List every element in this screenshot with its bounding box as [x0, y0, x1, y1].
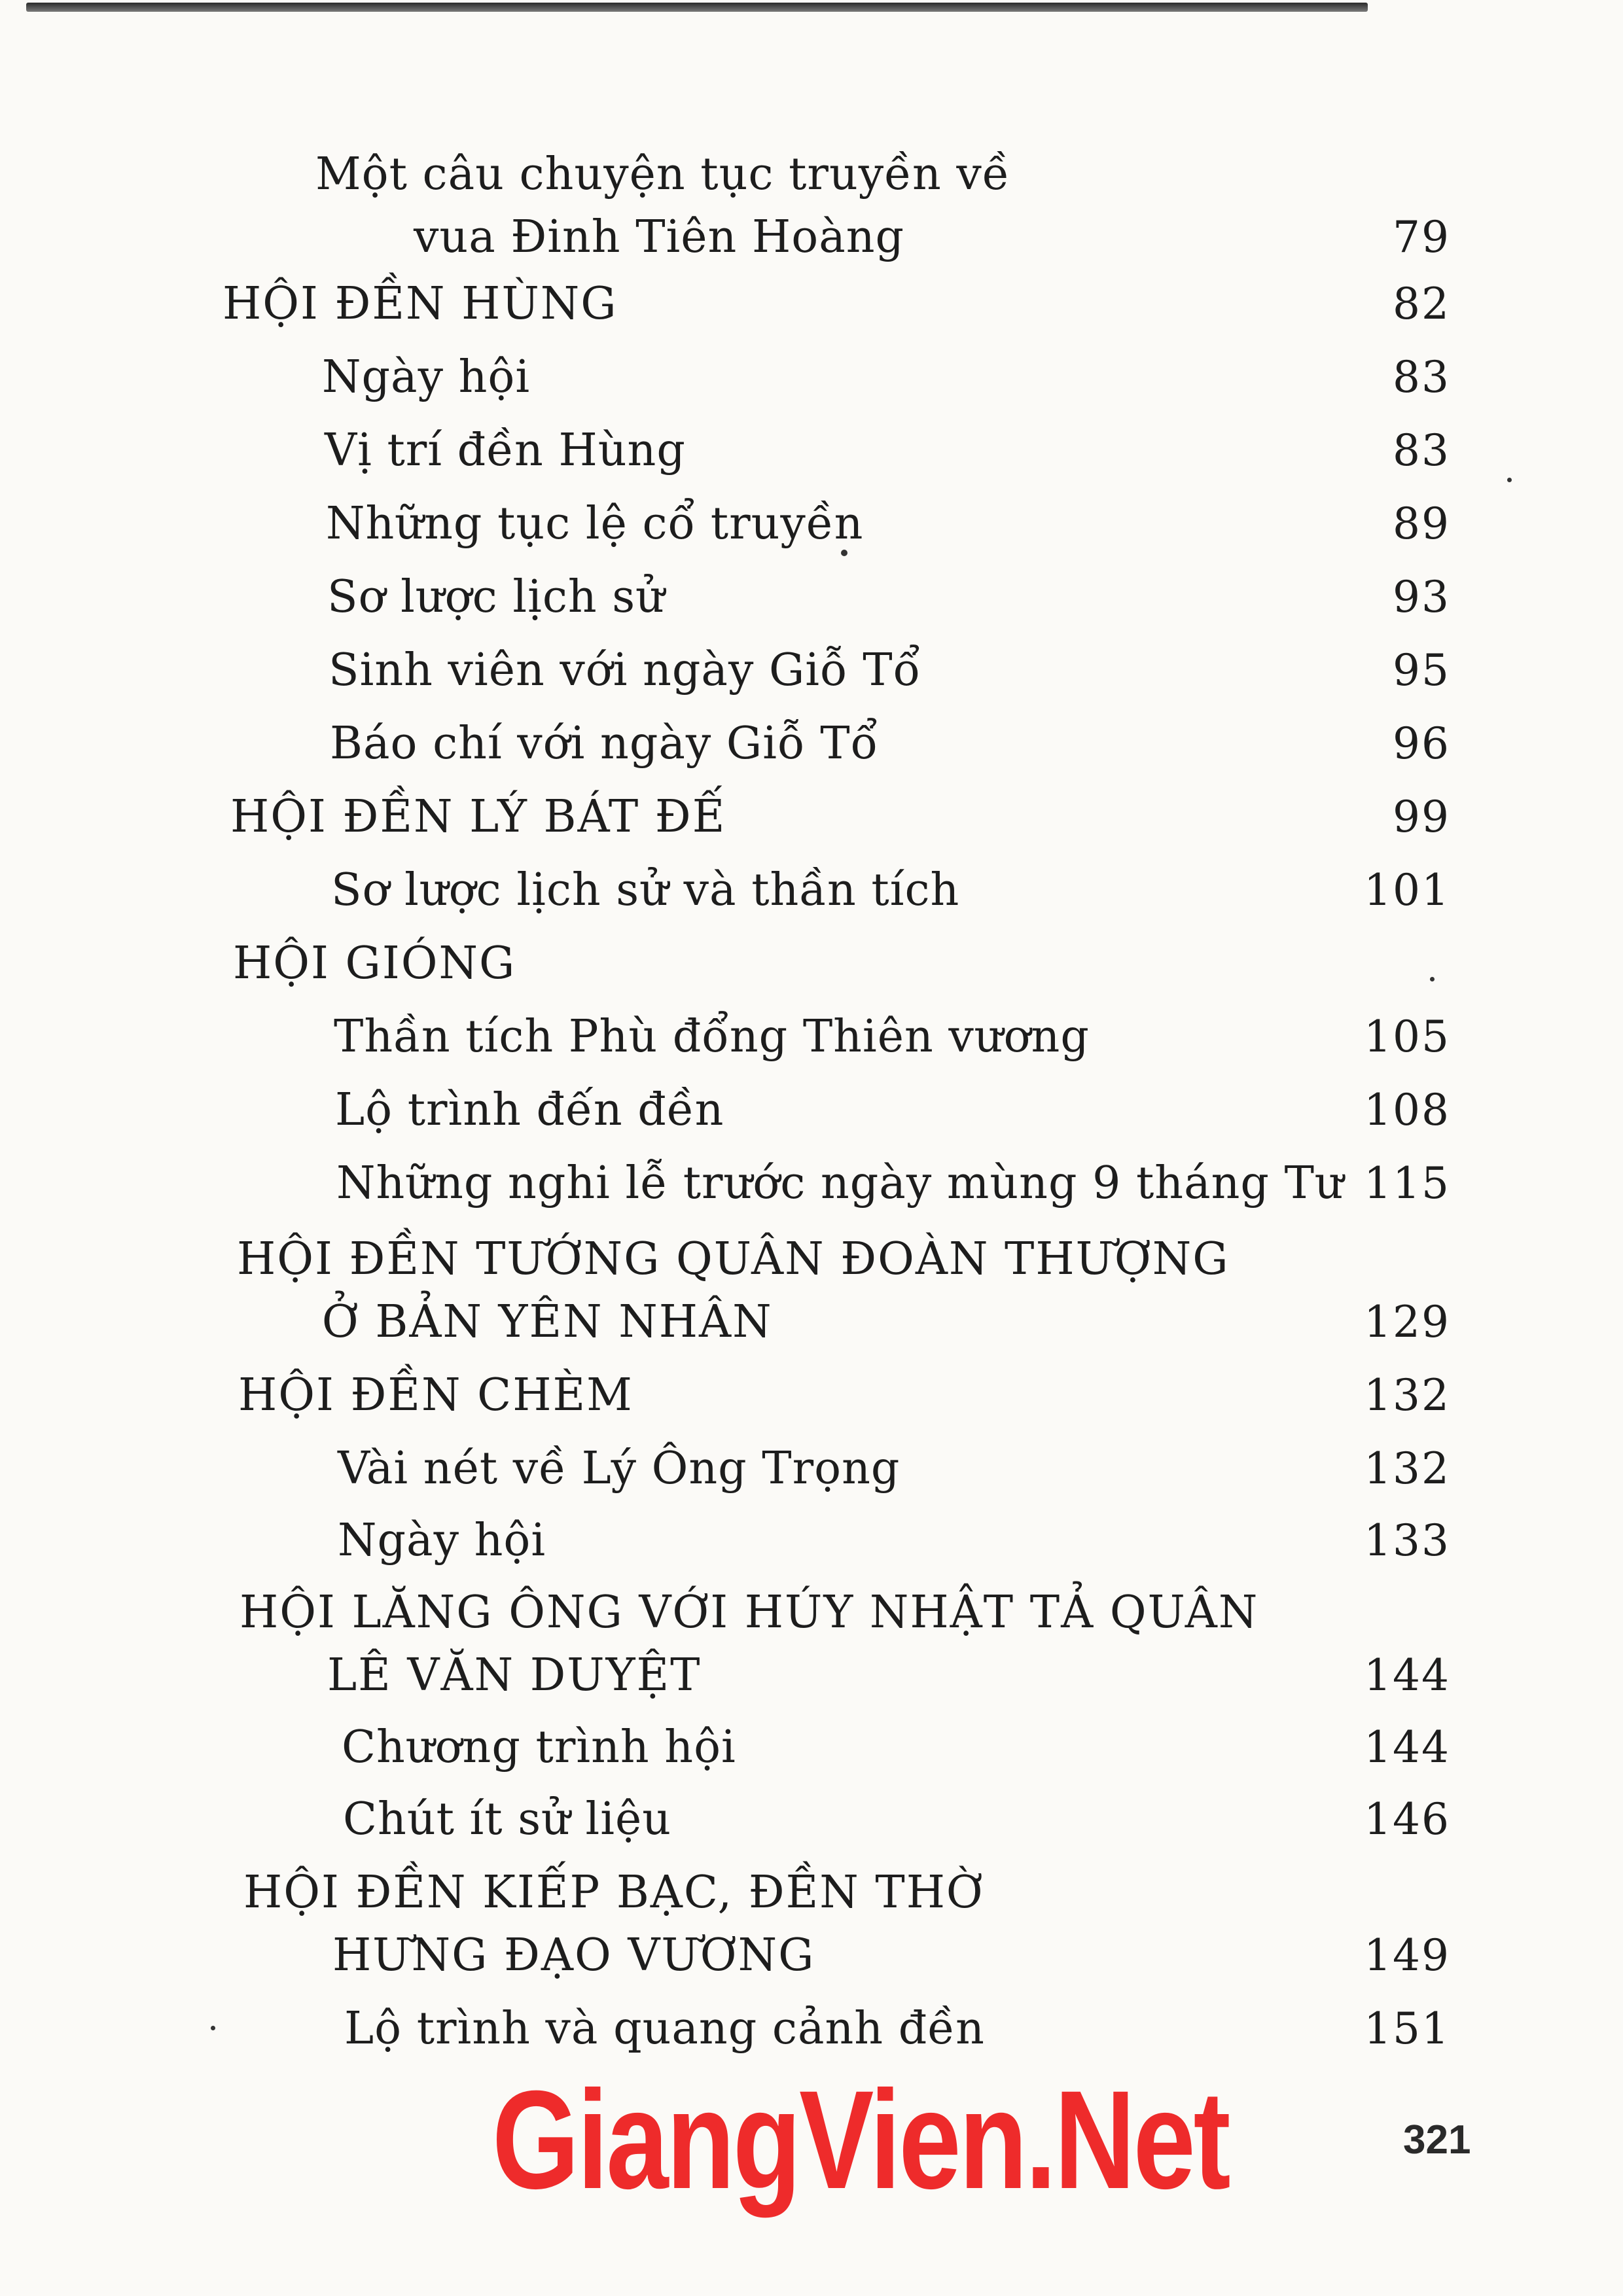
toc-entry-title: Thần tích Phù đổng Thiên vương — [334, 1011, 1090, 1063]
top-border-rule — [26, 3, 1368, 12]
toc-section-title: LÊ VĂN DUYỆT — [327, 1650, 702, 1701]
toc-section-title: HỘI ĐỀN CHÈM — [238, 1369, 633, 1421]
toc-section-title: HỘI LĂNG ÔNG VỚI HÚY NHẬT TẢ QUÂN — [240, 1587, 1259, 1638]
toc-section-title: HƯNG ĐẠO VƯƠNG — [332, 1930, 815, 1981]
toc-entry-title: Sơ lược lịch sử — [327, 571, 666, 623]
toc-entry-title: Sơ lược lịch sử và thần tích — [331, 864, 960, 916]
toc-page-number: 93 — [1393, 572, 1450, 622]
toc-page-number: 83 — [1393, 425, 1450, 476]
toc-page-number: 95 — [1393, 645, 1450, 696]
ink-speck — [841, 550, 847, 556]
toc-entry-title: Lộ trình và quang cảnh đền — [344, 2003, 985, 2055]
toc-entry-title: vua Đinh Tiên Hoàng — [414, 211, 905, 263]
toc-entry-title: Chút ít sử liệu — [343, 1793, 672, 1845]
toc-page-number: 146 — [1364, 1794, 1450, 1845]
toc-page-number: 105 — [1364, 1012, 1450, 1062]
watermark-logo: GiangVien.Net — [492, 2062, 1229, 2218]
toc-section-title: HỘI ĐỀN TƯỚNG QUÂN ĐOÀN THƯỢNG — [237, 1233, 1230, 1285]
toc-page-number: 89 — [1393, 499, 1450, 549]
toc-page-number: 82 — [1393, 279, 1450, 329]
toc-page-number: 144 — [1364, 1722, 1450, 1773]
toc-page-number: 115 — [1364, 1158, 1450, 1209]
toc-entry-title: Sinh viên với ngày Giỗ Tổ — [329, 645, 921, 696]
toc-page-number: 151 — [1364, 2004, 1450, 2054]
toc-section-title: HỘI ĐỀN KIẾP BẠC, ĐỀN THỜ — [243, 1867, 984, 1918]
toc-section-title: HỘI GIÓNG — [233, 938, 516, 989]
ink-speck — [1430, 977, 1435, 981]
toc-entry-title: Lộ trình đến đền — [335, 1084, 724, 1136]
toc-entry-title: Ngày hội — [338, 1515, 546, 1566]
toc-entry-title: Chương trình hội — [342, 1722, 736, 1773]
toc-entry-title: Một câu chuyện tục truyền về — [315, 149, 1010, 200]
toc-page-number: 133 — [1364, 1515, 1450, 1566]
toc-entry-title: Báo chí với ngày Giỗ Tổ — [330, 718, 879, 769]
toc-section-title: Ở BẢN YÊN NHÂN — [322, 1296, 773, 1348]
toc-entry-title: Những tục lệ cổ truyền — [326, 498, 864, 550]
ink-speck — [1507, 478, 1512, 482]
toc-section-title: HỘI ĐỀN HÙNG — [223, 278, 618, 330]
toc-page-number: 96 — [1393, 718, 1450, 769]
toc-entry-title: Vị trí đền Hùng — [325, 425, 686, 476]
toc-page-number: 101 — [1364, 865, 1450, 915]
page-number: 321 — [1403, 2117, 1471, 2163]
toc-page-number: 79 — [1393, 212, 1450, 262]
toc-entry-title: Những nghi lễ trước ngày mùng 9 tháng Tư — [336, 1157, 1344, 1209]
toc-page-number: 144 — [1364, 1650, 1450, 1701]
toc-page-number: 99 — [1393, 792, 1450, 842]
toc-page-number: 83 — [1393, 352, 1450, 402]
toc-page-number: 129 — [1364, 1297, 1450, 1347]
toc-page-number: 132 — [1364, 1443, 1450, 1494]
toc-entry-title: Vài nét về Lý Ông Trọng — [338, 1443, 901, 1494]
ink-speck — [211, 2026, 215, 2030]
toc-page-number: 108 — [1364, 1085, 1450, 1135]
toc-section-title: HỘI ĐỀN LÝ BÁT ĐẾ — [230, 791, 726, 843]
toc-entry-title: Ngày hội — [322, 351, 531, 403]
toc-page-number: 132 — [1364, 1370, 1450, 1421]
toc-page-number: 149 — [1364, 1930, 1450, 1981]
